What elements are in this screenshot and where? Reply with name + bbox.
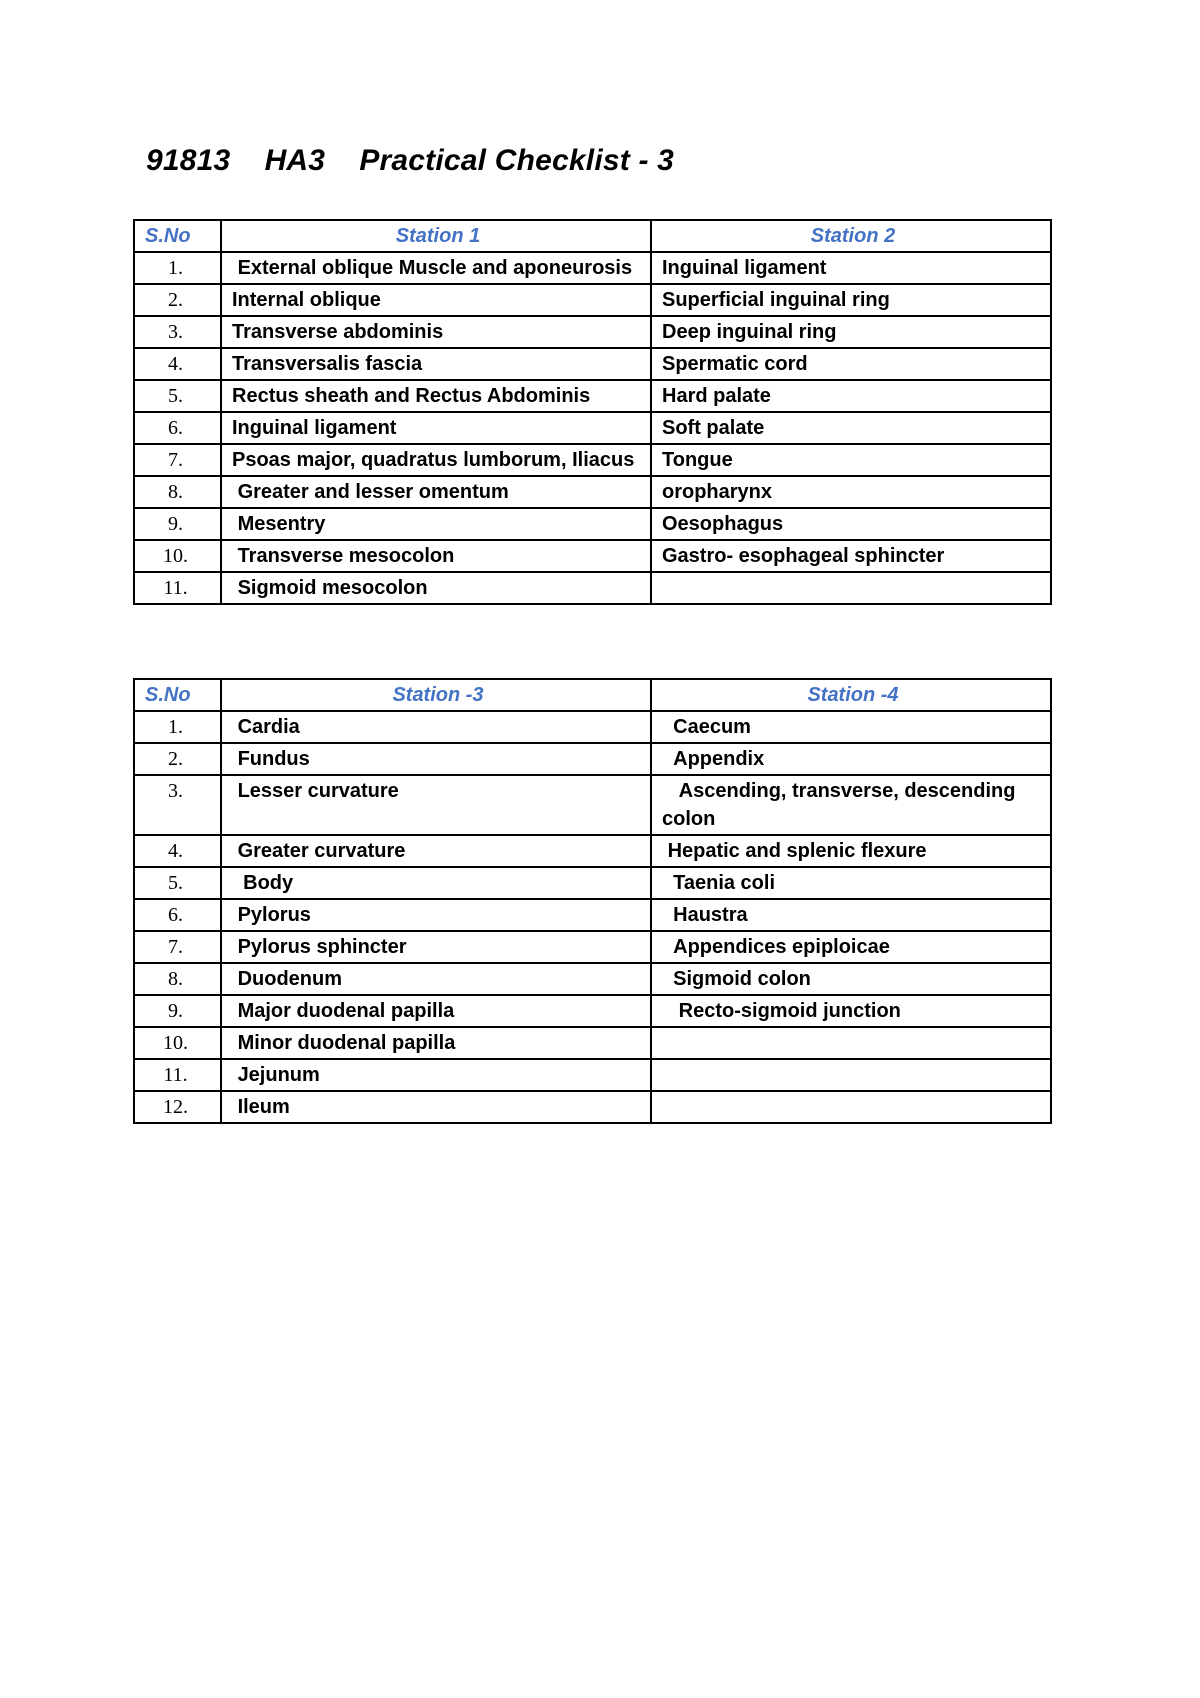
table-header-row	[134, 679, 1051, 711]
column-header-station-1: Station 1	[221, 220, 651, 252]
table-row	[134, 348, 1051, 380]
cell-station-right: Ascending, transverse, descending colon	[651, 775, 1051, 835]
table-row	[134, 316, 1051, 348]
cell-sno: 7.	[134, 931, 221, 963]
cell-station-left: Greater and lesser omentum	[221, 476, 651, 508]
cell-station-left: Internal oblique	[221, 284, 651, 316]
table-row	[134, 1059, 1051, 1091]
table-row	[134, 931, 1051, 963]
cell-station-left: Sigmoid mesocolon	[221, 572, 651, 604]
table-row	[134, 775, 1051, 835]
cell-station-right: Superficial inguinal ring	[651, 284, 1051, 316]
cell-station-left: Rectus sheath and Rectus Abdominis	[221, 380, 651, 412]
cell-station-right: oropharynx	[651, 476, 1051, 508]
cell-station-right: Spermatic cord	[651, 348, 1051, 380]
page-title: 91813 HA3 Practical Checklist - 3	[146, 144, 675, 177]
column-header-sno: S.No	[134, 679, 221, 711]
table-row	[134, 572, 1051, 604]
cell-sno: 2.	[134, 284, 221, 316]
table-row	[134, 899, 1051, 931]
table-row	[134, 963, 1051, 995]
checklist-table-1	[133, 219, 1052, 605]
cell-station-right: Recto-sigmoid junction	[651, 995, 1051, 1027]
cell-sno: 9.	[134, 995, 221, 1027]
cell-station-left: Cardia	[221, 711, 651, 743]
table-row	[134, 380, 1051, 412]
table-row	[134, 540, 1051, 572]
cell-station-right: Haustra	[651, 899, 1051, 931]
table-row	[134, 1027, 1051, 1059]
cell-station-left: Ileum	[221, 1091, 651, 1123]
cell-station-right: Caecum	[651, 711, 1051, 743]
cell-station-left: Transverse abdominis	[221, 316, 651, 348]
cell-sno: 4.	[134, 835, 221, 867]
checklist-table-2	[133, 678, 1052, 1124]
cell-station-right: Appendix	[651, 743, 1051, 775]
table-row	[134, 284, 1051, 316]
cell-station-right: Appendices epiploicae	[651, 931, 1051, 963]
cell-sno: 1.	[134, 252, 221, 284]
cell-station-left: Fundus	[221, 743, 651, 775]
cell-station-right	[651, 572, 1051, 604]
cell-sno: 3.	[134, 316, 221, 348]
cell-station-left: Duodenum	[221, 963, 651, 995]
table-body	[134, 252, 1051, 604]
cell-station-right: Oesophagus	[651, 508, 1051, 540]
table-row	[134, 711, 1051, 743]
table-row	[134, 444, 1051, 476]
table-body	[134, 711, 1051, 1123]
cell-station-right: Hard palate	[651, 380, 1051, 412]
cell-station-right: Inguinal ligament	[651, 252, 1051, 284]
cell-sno: 3.	[134, 775, 221, 835]
cell-station-left: Inguinal ligament	[221, 412, 651, 444]
cell-station-right: Gastro- esophageal sphincter	[651, 540, 1051, 572]
cell-sno: 7.	[134, 444, 221, 476]
cell-sno: 12.	[134, 1091, 221, 1123]
cell-sno: 8.	[134, 963, 221, 995]
cell-sno: 5.	[134, 380, 221, 412]
cell-station-left: Greater curvature	[221, 835, 651, 867]
cell-station-right: Deep inguinal ring	[651, 316, 1051, 348]
cell-sno: 10.	[134, 540, 221, 572]
cell-station-left: Pylorus	[221, 899, 651, 931]
cell-station-left: Jejunum	[221, 1059, 651, 1091]
table-row	[134, 476, 1051, 508]
cell-station-right: Sigmoid colon	[651, 963, 1051, 995]
cell-station-right	[651, 1027, 1051, 1059]
cell-station-left: Psoas major, quadratus lumborum, Iliacus	[221, 444, 651, 476]
cell-sno: 11.	[134, 572, 221, 604]
table-row	[134, 412, 1051, 444]
column-header-station-2: Station 2	[651, 220, 1051, 252]
cell-sno: 5.	[134, 867, 221, 899]
column-header-station-3: Station -3	[221, 679, 651, 711]
cell-sno: 11.	[134, 1059, 221, 1091]
cell-station-left: Transverse mesocolon	[221, 540, 651, 572]
cell-sno: 6.	[134, 412, 221, 444]
cell-station-right: Soft palate	[651, 412, 1051, 444]
table-row	[134, 252, 1051, 284]
cell-station-right	[651, 1091, 1051, 1123]
cell-sno: 4.	[134, 348, 221, 380]
cell-station-left: Pylorus sphincter	[221, 931, 651, 963]
cell-station-left: Major duodenal papilla	[221, 995, 651, 1027]
table-row	[134, 508, 1051, 540]
table-row	[134, 995, 1051, 1027]
cell-sno: 6.	[134, 899, 221, 931]
cell-sno: 1.	[134, 711, 221, 743]
cell-station-left: Body	[221, 867, 651, 899]
cell-station-left: Minor duodenal papilla	[221, 1027, 651, 1059]
cell-station-left: Mesentry	[221, 508, 651, 540]
cell-sno: 2.	[134, 743, 221, 775]
column-header-sno: S.No	[134, 220, 221, 252]
table-row	[134, 835, 1051, 867]
table-header-row	[134, 220, 1051, 252]
table-row	[134, 867, 1051, 899]
cell-sno: 8.	[134, 476, 221, 508]
cell-station-left: Transversalis fascia	[221, 348, 651, 380]
table-row	[134, 1091, 1051, 1123]
cell-station-right: Hepatic and splenic flexure	[651, 835, 1051, 867]
cell-station-left: External oblique Muscle and aponeurosis	[221, 252, 651, 284]
column-header-station-4: Station -4	[651, 679, 1051, 711]
cell-sno: 10.	[134, 1027, 221, 1059]
cell-station-right: Tongue	[651, 444, 1051, 476]
table-row	[134, 743, 1051, 775]
cell-sno: 9.	[134, 508, 221, 540]
cell-station-left: Lesser curvature	[221, 775, 651, 835]
cell-station-right	[651, 1059, 1051, 1091]
cell-station-right: Taenia coli	[651, 867, 1051, 899]
